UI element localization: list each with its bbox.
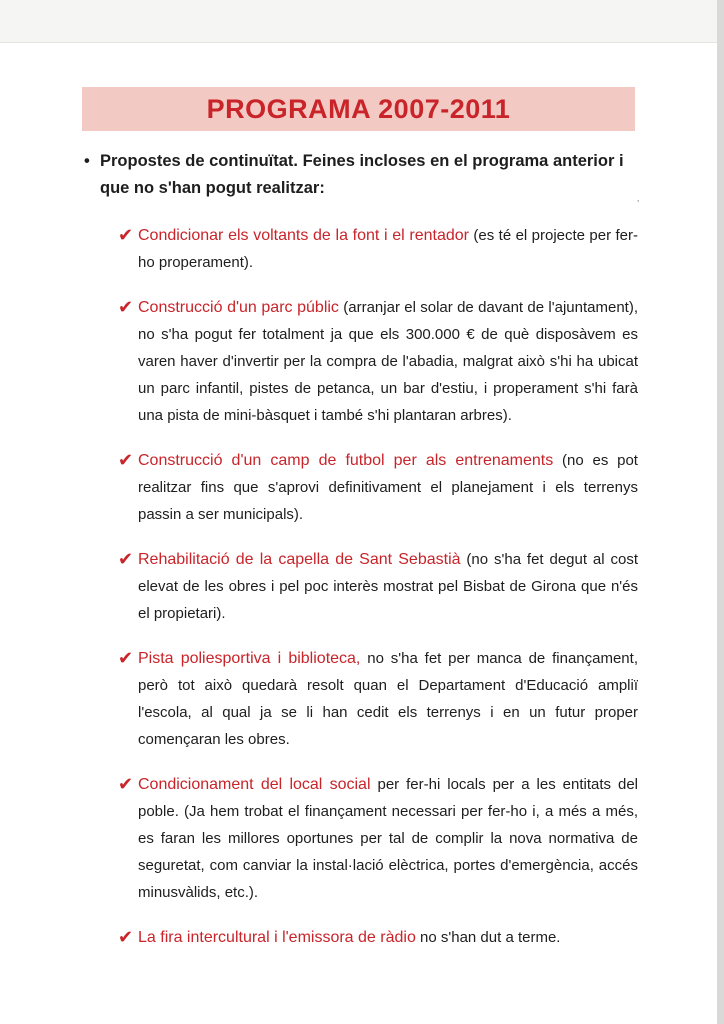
list-item-heading: Construcció d'un parc públic — [138, 299, 339, 316]
list-item — [118, 645, 638, 753]
checkmark-icon: ✔ — [118, 297, 134, 317]
scan-right-edge — [717, 0, 724, 1024]
stray-mark: ‚ — [637, 193, 640, 204]
proposal-list — [118, 222, 638, 969]
list-item-body: per fer-hi locals per a les entitats del poble. (Ja hem trobat el finançament necessari per fer-ho i, a més a més, es faran les millores oportunes per tal de complir la nova normativa de seguretat, com canviar la instal·lació elèctrica, portes d'emergència, accés minusvàlids, etc.). — [138, 776, 638, 901]
list-item-text — [138, 645, 638, 753]
checkmark-icon: ✔ — [118, 927, 134, 947]
list-item-text — [138, 546, 638, 627]
list-item-text — [138, 294, 638, 429]
title-banner — [82, 87, 635, 131]
list-item — [118, 294, 638, 429]
list-item — [118, 771, 638, 906]
list-item-body: (es té el projecte per fer-ho properament). — [138, 227, 639, 271]
list-item-body: no s'ha fet per manca de finançament, però tot això quedarà resolt quan el Departament d'Educació ampliï l'escola, al qual ja se li han cedit els terrenys i en un futur proper començaran les obres. — [138, 650, 638, 748]
checkmark-icon: ✔ — [118, 450, 134, 470]
checkmark-icon: ✔ — [118, 225, 134, 245]
checkmark-icon: ✔ — [118, 549, 134, 569]
list-item — [118, 222, 638, 276]
list-item-heading: Condicionament del local social — [138, 776, 371, 793]
list-item — [118, 924, 638, 951]
list-item-text — [138, 924, 638, 951]
list-item-body: (no es pot realitzar fins que s'aprovi definitivament el planejament i els terrenys passin a ser municipals). — [138, 452, 638, 523]
list-item-body: (no s'ha fet degut al cost elevat de les obres i pel poc interès mostrat pel Bisbat de Girona que n'és el propietari). — [138, 551, 638, 622]
checkmark-icon: ✔ — [118, 648, 134, 668]
list-item-heading: Rehabilitació de la capella de Sant Sebastià — [138, 551, 461, 568]
checkmark-icon: ✔ — [118, 774, 134, 794]
list-item-text — [138, 771, 638, 906]
list-item-text — [138, 222, 638, 276]
list-item — [118, 447, 638, 528]
list-item-body: no s'han dut a terme. — [415, 929, 561, 946]
page-title: PROGRAMA 2007-2011 — [206, 93, 511, 124]
scan-top-edge — [0, 0, 724, 43]
list-item-heading: La fira intercultural i l'emissora de ràdio — [138, 929, 416, 946]
list-item — [118, 546, 638, 627]
list-item-heading: Condicionar els voltants de la font i el rentador — [138, 227, 469, 244]
intro-text: Propostes de continuïtat. Feines incloses en el programa anterior i que no s'han pogut realitzar: — [100, 152, 624, 197]
intro-paragraph — [84, 148, 644, 202]
list-item-body: (arranjar el solar de davant de l'ajuntament), no s'ha pogut fer totalment ja que els 300.000 € de què disposàvem es varen haver d'invertir per la compra de l'abadia, malgrat això s'hi ha ubicat un parc infantil, pistes de petanca, un bar d'estiu, i properament s'hi farà una pista de mini-bàsquet i també s'hi plantaran arbres). — [138, 299, 638, 424]
list-item-heading: Pista poliesportiva i biblioteca, — [138, 650, 361, 667]
list-item-heading: Construcció d'un camp de futbol per als entrenaments — [138, 452, 554, 469]
list-item-text — [138, 447, 638, 528]
bullet-icon: • — [84, 152, 90, 170]
